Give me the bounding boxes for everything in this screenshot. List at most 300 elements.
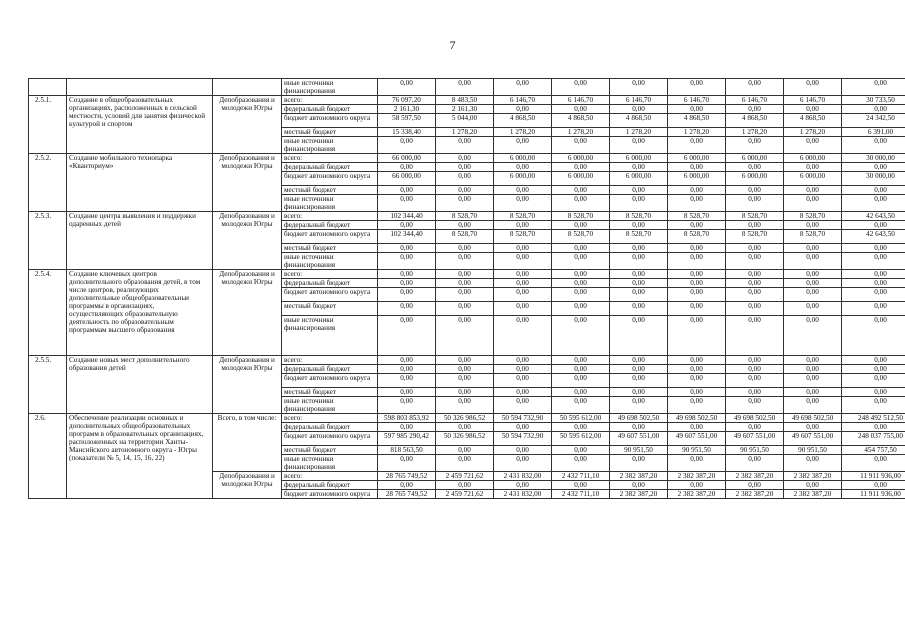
funding-source: всего: <box>282 414 378 423</box>
amount-cell: 2 382 387,20 <box>610 472 668 481</box>
amount-cell: 0,00 <box>842 481 905 490</box>
amount-cell: 0,00 <box>494 365 552 374</box>
amount-cell: 0,00 <box>784 481 842 490</box>
amount-cell: 0,00 <box>378 302 436 316</box>
activity-name: Создание новых мест дополнительного образования детей <box>67 356 213 414</box>
amount-cell: 1 278,20 <box>436 128 494 137</box>
amount-cell: 0,00 <box>610 137 668 154</box>
executor <box>213 79 282 96</box>
amount-cell: 6 000,00 <box>726 154 784 163</box>
amount-cell: 4 868,50 <box>784 114 842 128</box>
amount-cell: 0,00 <box>378 423 436 432</box>
amount-cell: 0,00 <box>494 288 552 302</box>
amount-cell: 0,00 <box>436 374 494 388</box>
funding-source: бюджет автономного округа <box>282 172 378 186</box>
amount-cell: 0,00 <box>436 244 494 253</box>
amount-cell: 1 278,20 <box>494 128 552 137</box>
activity-name: Обеспечение реализации основных и дополнительных общеобразовательных программ в образовательных организациях, расположенных на территории Ханты-Мансийского автономного округа - Югры (показатели № 5, 14, 15, 16, 22) <box>67 414 213 499</box>
amount-cell: 0,00 <box>552 288 610 302</box>
amount-cell: 28 765 749,52 <box>378 490 436 499</box>
amount-cell: 2 382 387,20 <box>668 490 726 499</box>
amount-cell: 4 868,50 <box>494 114 552 128</box>
amount-cell: 0,00 <box>378 374 436 388</box>
amount-cell: 0,00 <box>378 186 436 195</box>
amount-cell: 0,00 <box>436 302 494 316</box>
amount-cell: 0,00 <box>494 423 552 432</box>
amount-cell: 0,00 <box>494 446 552 455</box>
activity-name: Создание центра выявления и поддержки одаренных детей <box>67 212 213 270</box>
amount-cell: 0,00 <box>784 105 842 114</box>
amount-cell: 90 951,50 <box>726 446 784 455</box>
amount-cell: 0,00 <box>494 316 552 356</box>
amount-cell: 8 528,70 <box>436 212 494 221</box>
amount-cell: 0,00 <box>378 316 436 356</box>
amount-cell: 0,00 <box>726 163 784 172</box>
amount-cell: 0,00 <box>552 388 610 397</box>
funding-source: бюджет автономного округа <box>282 374 378 388</box>
funding-source: всего: <box>282 96 378 105</box>
amount-cell: 6 000,00 <box>784 154 842 163</box>
amount-cell: 8 528,70 <box>436 230 494 244</box>
amount-cell: 8 528,70 <box>668 212 726 221</box>
amount-cell: 0,00 <box>784 365 842 374</box>
amount-cell: 0,00 <box>610 186 668 195</box>
amount-cell: 0,00 <box>436 316 494 356</box>
amount-cell: 8 528,70 <box>552 230 610 244</box>
row-code: 2.5.1. <box>29 96 67 154</box>
amount-cell: 248 492 512,50 <box>842 414 905 423</box>
amount-cell: 0,00 <box>494 279 552 288</box>
amount-cell: 0,00 <box>610 79 668 96</box>
amount-cell: 0,00 <box>610 316 668 356</box>
amount-cell: 50 595 612,00 <box>552 432 610 446</box>
amount-cell: 454 757,50 <box>842 446 905 455</box>
amount-cell: 0,00 <box>610 288 668 302</box>
amount-cell: 0,00 <box>842 253 905 270</box>
amount-cell: 2 431 832,00 <box>494 490 552 499</box>
amount-cell: 0,00 <box>726 79 784 96</box>
amount-cell: 0,00 <box>378 244 436 253</box>
amount-cell: 0,00 <box>668 356 726 365</box>
amount-cell: 2 382 387,20 <box>726 490 784 499</box>
funding-source: местный бюджет <box>282 244 378 253</box>
amount-cell: 0,00 <box>842 195 905 212</box>
amount-cell: 1 278,20 <box>784 128 842 137</box>
amount-cell: 0,00 <box>378 288 436 302</box>
amount-cell: 0,00 <box>378 279 436 288</box>
amount-cell: 66 000,00 <box>378 172 436 186</box>
amount-cell: 0,00 <box>842 137 905 154</box>
table-row <box>29 270 905 279</box>
amount-cell: 0,00 <box>378 163 436 172</box>
amount-cell: 0,00 <box>668 365 726 374</box>
funding-source: иные источники финансирования <box>282 316 378 356</box>
funding-source: иные источники финансирования <box>282 195 378 212</box>
amount-cell: 4 868,50 <box>552 114 610 128</box>
amount-cell: 0,00 <box>436 279 494 288</box>
amount-cell: 30 733,50 <box>842 96 905 105</box>
amount-cell: 0,00 <box>668 253 726 270</box>
amount-cell: 0,00 <box>378 455 436 472</box>
amount-cell: 0,00 <box>784 221 842 230</box>
funding-source: федеральный бюджет <box>282 279 378 288</box>
amount-cell: 0,00 <box>552 279 610 288</box>
amount-cell: 0,00 <box>436 221 494 230</box>
amount-cell: 0,00 <box>726 221 784 230</box>
amount-cell: 50 326 986,52 <box>436 432 494 446</box>
funding-source: иные источники финансирования <box>282 137 378 154</box>
amount-cell: 6 000,00 <box>610 172 668 186</box>
amount-cell: 6 000,00 <box>494 154 552 163</box>
amount-cell: 0,00 <box>784 288 842 302</box>
amount-cell: 49 607 551,00 <box>668 432 726 446</box>
amount-cell: 0,00 <box>668 195 726 212</box>
amount-cell: 50 594 732,90 <box>494 414 552 423</box>
amount-cell: 0,00 <box>668 137 726 154</box>
amount-cell: 0,00 <box>842 316 905 356</box>
amount-cell: 0,00 <box>610 455 668 472</box>
amount-cell: 6 146,70 <box>726 96 784 105</box>
amount-cell: 248 037 755,00 <box>842 432 905 446</box>
amount-cell: 6 000,00 <box>668 154 726 163</box>
amount-cell: 0,00 <box>726 455 784 472</box>
table-row <box>29 154 905 163</box>
amount-cell: 0,00 <box>784 397 842 414</box>
amount-cell: 0,00 <box>726 244 784 253</box>
amount-cell: 0,00 <box>552 446 610 455</box>
amount-cell: 1 278,20 <box>726 128 784 137</box>
amount-cell: 0,00 <box>494 270 552 279</box>
amount-cell: 24 342,50 <box>842 114 905 128</box>
amount-cell: 4 868,50 <box>610 114 668 128</box>
amount-cell: 0,00 <box>552 397 610 414</box>
amount-cell: 0,00 <box>378 253 436 270</box>
amount-cell: 49 698 502,50 <box>610 414 668 423</box>
amount-cell: 49 607 551,00 <box>726 432 784 446</box>
amount-cell: 0,00 <box>494 388 552 397</box>
amount-cell: 0,00 <box>668 186 726 195</box>
amount-cell: 15 338,40 <box>378 128 436 137</box>
executor: Депобразования и молодежи Югры <box>213 212 282 270</box>
amount-cell: 0,00 <box>436 446 494 455</box>
amount-cell: 0,00 <box>842 374 905 388</box>
amount-cell: 0,00 <box>784 374 842 388</box>
amount-cell: 0,00 <box>378 270 436 279</box>
amount-cell: 0,00 <box>610 481 668 490</box>
amount-cell: 0,00 <box>494 244 552 253</box>
funding-source: бюджет автономного округа <box>282 114 378 128</box>
amount-cell: 0,00 <box>610 356 668 365</box>
amount-cell: 0,00 <box>552 253 610 270</box>
amount-cell: 0,00 <box>436 137 494 154</box>
amount-cell: 0,00 <box>436 388 494 397</box>
amount-cell: 2 161,30 <box>436 105 494 114</box>
amount-cell: 6 146,70 <box>610 96 668 105</box>
amount-cell: 0,00 <box>668 105 726 114</box>
funding-source: местный бюджет <box>282 302 378 316</box>
amount-cell: 0,00 <box>668 163 726 172</box>
amount-cell: 0,00 <box>784 316 842 356</box>
amount-cell: 5 044,00 <box>436 114 494 128</box>
amount-cell: 0,00 <box>552 186 610 195</box>
funding-source: всего: <box>282 154 378 163</box>
amount-cell: 0,00 <box>610 244 668 253</box>
amount-cell: 0,00 <box>436 270 494 279</box>
amount-cell: 0,00 <box>842 186 905 195</box>
amount-cell: 0,00 <box>494 195 552 212</box>
amount-cell: 2 161,30 <box>378 105 436 114</box>
amount-cell: 0,00 <box>784 79 842 96</box>
amount-cell: 6 000,00 <box>552 172 610 186</box>
amount-cell: 30 000,00 <box>842 154 905 163</box>
amount-cell: 0,00 <box>726 137 784 154</box>
amount-cell: 0,00 <box>378 397 436 414</box>
amount-cell: 0,00 <box>668 79 726 96</box>
amount-cell: 0,00 <box>668 244 726 253</box>
row-code: 2.5.2. <box>29 154 67 212</box>
funding-source: местный бюджет <box>282 186 378 195</box>
amount-cell: 598 803 853,92 <box>378 414 436 423</box>
amount-cell: 8 528,70 <box>726 212 784 221</box>
funding-source: иные источники финансирования <box>282 455 378 472</box>
row-code: 2.6. <box>29 414 67 499</box>
row-code: 2.5.5. <box>29 356 67 414</box>
amount-cell: 0,00 <box>668 423 726 432</box>
amount-cell: 0,00 <box>726 186 784 195</box>
amount-cell: 49 607 551,00 <box>610 432 668 446</box>
amount-cell: 0,00 <box>494 356 552 365</box>
executor: Депобразования и молодежи Югры <box>213 356 282 414</box>
amount-cell: 0,00 <box>436 172 494 186</box>
amount-cell: 0,00 <box>726 397 784 414</box>
amount-cell: 0,00 <box>552 163 610 172</box>
row-code: 2.5.3. <box>29 212 67 270</box>
amount-cell: 0,00 <box>436 154 494 163</box>
funding-source: всего: <box>282 212 378 221</box>
amount-cell: 0,00 <box>842 365 905 374</box>
amount-cell: 0,00 <box>784 279 842 288</box>
amount-cell: 0,00 <box>552 365 610 374</box>
amount-cell: 0,00 <box>436 79 494 96</box>
table-row <box>29 79 905 96</box>
amount-cell: 0,00 <box>494 186 552 195</box>
amount-cell: 90 951,50 <box>668 446 726 455</box>
amount-cell: 6 000,00 <box>784 172 842 186</box>
amount-cell: 0,00 <box>668 302 726 316</box>
amount-cell: 6 000,00 <box>494 172 552 186</box>
amount-cell: 8 528,70 <box>726 230 784 244</box>
amount-cell: 0,00 <box>668 455 726 472</box>
amount-cell: 0,00 <box>436 481 494 490</box>
amount-cell: 0,00 <box>726 316 784 356</box>
amount-cell: 0,00 <box>378 356 436 365</box>
amount-cell: 49 698 502,50 <box>784 414 842 423</box>
funding-source: федеральный бюджет <box>282 481 378 490</box>
amount-cell: 0,00 <box>436 356 494 365</box>
page-number: 7 <box>449 38 456 52</box>
amount-cell: 8 483,50 <box>436 96 494 105</box>
amount-cell: 0,00 <box>378 388 436 397</box>
amount-cell: 0,00 <box>726 270 784 279</box>
amount-cell: 0,00 <box>494 163 552 172</box>
amount-cell: 90 951,50 <box>784 446 842 455</box>
amount-cell: 0,00 <box>668 316 726 356</box>
amount-cell: 49 698 502,50 <box>726 414 784 423</box>
executor: Депобразования и молодежи Югры <box>213 270 282 356</box>
amount-cell: 0,00 <box>842 397 905 414</box>
amount-cell: 0,00 <box>436 253 494 270</box>
amount-cell: 50 595 612,00 <box>552 414 610 423</box>
amount-cell: 0,00 <box>494 481 552 490</box>
amount-cell: 42 643,50 <box>842 212 905 221</box>
amount-cell: 2 382 387,20 <box>610 490 668 499</box>
amount-cell: 1 278,20 <box>552 128 610 137</box>
activity-name <box>67 79 213 96</box>
amount-cell: 0,00 <box>494 302 552 316</box>
amount-cell: 0,00 <box>552 79 610 96</box>
funding-source: местный бюджет <box>282 128 378 137</box>
amount-cell: 0,00 <box>842 288 905 302</box>
amount-cell: 0,00 <box>668 481 726 490</box>
funding-source: федеральный бюджет <box>282 221 378 230</box>
funding-source: бюджет автономного округа <box>282 432 378 446</box>
amount-cell: 0,00 <box>726 423 784 432</box>
amount-cell: 0,00 <box>610 270 668 279</box>
amount-cell: 2 459 721,62 <box>436 472 494 481</box>
amount-cell: 0,00 <box>726 105 784 114</box>
funding-source: федеральный бюджет <box>282 105 378 114</box>
amount-cell: 11 911 936,00 <box>842 472 905 481</box>
amount-cell: 50 594 732,90 <box>494 432 552 446</box>
amount-cell: 0,00 <box>784 195 842 212</box>
amount-cell: 0,00 <box>436 365 494 374</box>
amount-cell: 0,00 <box>378 79 436 96</box>
amount-cell: 0,00 <box>668 288 726 302</box>
activity-name: Создание в общеобразовательных организациях, расположенных в сельской местности, условий для занятия физической культурой и спортом <box>67 96 213 154</box>
amount-cell: 49 698 502,50 <box>668 414 726 423</box>
amount-cell: 0,00 <box>610 397 668 414</box>
amount-cell: 0,00 <box>668 388 726 397</box>
amount-cell: 30 000,00 <box>842 172 905 186</box>
amount-cell: 0,00 <box>610 105 668 114</box>
amount-cell: 0,00 <box>494 253 552 270</box>
amount-cell: 597 985 290,42 <box>378 432 436 446</box>
amount-cell: 0,00 <box>784 186 842 195</box>
amount-cell: 4 868,50 <box>726 114 784 128</box>
amount-cell: 8 528,70 <box>610 212 668 221</box>
amount-cell: 0,00 <box>552 270 610 279</box>
amount-cell: 2 432 711,10 <box>552 472 610 481</box>
amount-cell: 0,00 <box>552 105 610 114</box>
amount-cell: 6 146,70 <box>784 96 842 105</box>
funding-source: иные источники финансирования <box>282 253 378 270</box>
amount-cell: 8 528,70 <box>494 230 552 244</box>
amount-cell: 0,00 <box>436 397 494 414</box>
amount-cell: 2 382 387,20 <box>668 472 726 481</box>
amount-cell: 0,00 <box>552 195 610 212</box>
amount-cell: 0,00 <box>726 481 784 490</box>
amount-cell: 0,00 <box>842 79 905 96</box>
amount-cell: 2 431 832,00 <box>494 472 552 481</box>
amount-cell: 0,00 <box>726 388 784 397</box>
amount-cell: 8 528,70 <box>668 230 726 244</box>
funding-source: иные источники финансирования <box>282 79 378 96</box>
amount-cell: 0,00 <box>436 186 494 195</box>
amount-cell: 6 391,00 <box>842 128 905 137</box>
amount-cell: 0,00 <box>784 244 842 253</box>
amount-cell: 0,00 <box>552 423 610 432</box>
financing-table <box>28 78 905 499</box>
amount-cell: 0,00 <box>552 374 610 388</box>
amount-cell: 0,00 <box>436 163 494 172</box>
amount-cell: 0,00 <box>842 163 905 172</box>
amount-cell: 0,00 <box>842 244 905 253</box>
amount-cell: 0,00 <box>378 137 436 154</box>
amount-cell: 0,00 <box>610 365 668 374</box>
amount-cell: 50 326 986,52 <box>436 414 494 423</box>
funding-source: всего: <box>282 270 378 279</box>
amount-cell: 0,00 <box>784 163 842 172</box>
table-row <box>29 212 905 221</box>
activity-name: Создание ключевых центров дополнительного образования детей, в том числе центров, реализующих дополнительные общеобразовательные программы в организациях, осуществляющих образовательную деятельность по образовательным программам высшего образования <box>67 270 213 356</box>
amount-cell: 0,00 <box>494 105 552 114</box>
amount-cell: 0,00 <box>436 423 494 432</box>
amount-cell: 2 432 711,10 <box>552 490 610 499</box>
amount-cell: 49 607 551,00 <box>784 432 842 446</box>
amount-cell: 102 344,40 <box>378 212 436 221</box>
amount-cell: 0,00 <box>610 302 668 316</box>
amount-cell: 0,00 <box>494 137 552 154</box>
amount-cell: 1 278,20 <box>668 128 726 137</box>
amount-cell: 8 528,70 <box>494 212 552 221</box>
funding-source: всего: <box>282 472 378 481</box>
amount-cell: 0,00 <box>668 221 726 230</box>
amount-cell: 0,00 <box>494 221 552 230</box>
amount-cell: 0,00 <box>436 195 494 212</box>
amount-cell: 6 000,00 <box>668 172 726 186</box>
amount-cell: 0,00 <box>784 302 842 316</box>
amount-cell: 0,00 <box>726 356 784 365</box>
amount-cell: 0,00 <box>436 455 494 472</box>
executor: Депобразования и молодежи Югры <box>213 96 282 154</box>
funding-source: бюджет автономного округа <box>282 230 378 244</box>
amount-cell: 0,00 <box>552 244 610 253</box>
table-row <box>29 96 905 105</box>
executor: Депобразования и молодежи Югры <box>213 472 282 499</box>
row-code <box>29 79 67 96</box>
amount-cell: 6 000,00 <box>726 172 784 186</box>
amount-cell: 0,00 <box>610 374 668 388</box>
amount-cell: 0,00 <box>668 374 726 388</box>
amount-cell: 0,00 <box>494 397 552 414</box>
amount-cell: 0,00 <box>842 105 905 114</box>
amount-cell: 0,00 <box>610 253 668 270</box>
amount-cell: 58 597,50 <box>378 114 436 128</box>
amount-cell: 6 146,70 <box>668 96 726 105</box>
amount-cell: 0,00 <box>842 302 905 316</box>
amount-cell: 0,00 <box>668 397 726 414</box>
amount-cell: 0,00 <box>610 163 668 172</box>
amount-cell: 0,00 <box>842 270 905 279</box>
amount-cell: 0,00 <box>784 270 842 279</box>
amount-cell: 0,00 <box>842 423 905 432</box>
amount-cell: 0,00 <box>784 455 842 472</box>
amount-cell: 2 382 387,20 <box>784 472 842 481</box>
amount-cell: 8 528,70 <box>610 230 668 244</box>
amount-cell: 0,00 <box>552 481 610 490</box>
amount-cell: 0,00 <box>842 356 905 365</box>
amount-cell: 0,00 <box>610 221 668 230</box>
